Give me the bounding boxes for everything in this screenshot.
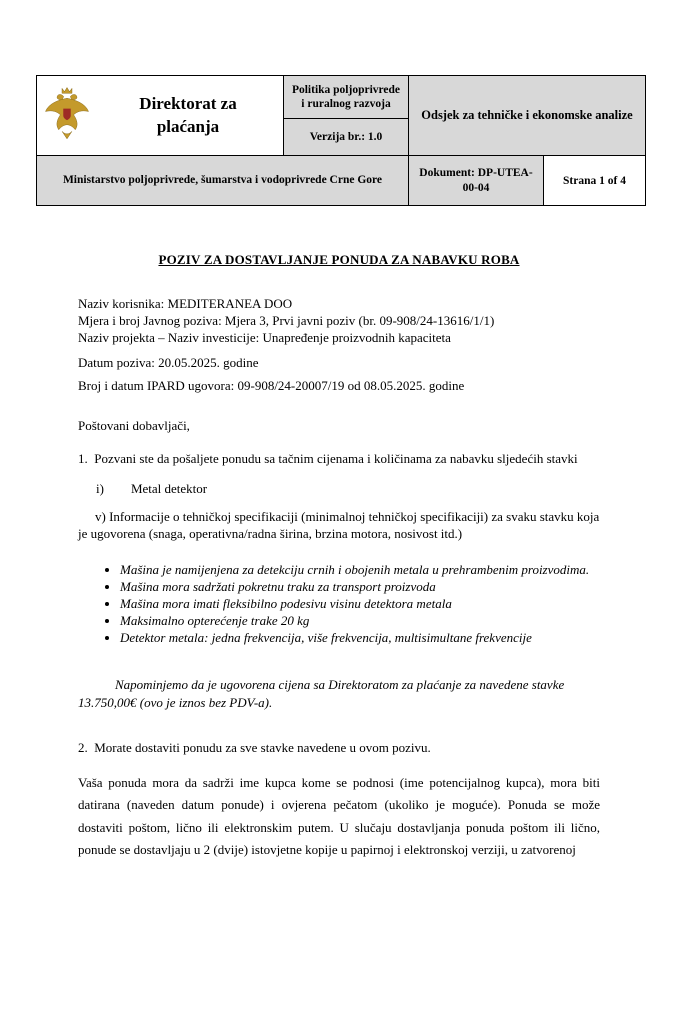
spec-bullet-list [78, 562, 600, 646]
version-cell: Verzija br.: 1.0 [284, 119, 409, 156]
measure-call-line: Mjera i broj Javnog poziva: Mjera 3, Prvi javni poziv (br. 09-908/24-13616/1/1) [78, 312, 495, 328]
sub-item-text: Metal detektor [130, 480, 208, 496]
project-name-line: Naziv projekta – Naziv investicije: Unapređenje proizvodnih kapaciteta [78, 329, 451, 345]
org-cell [37, 76, 284, 156]
document-title: POZIV ZA DOSTAVLJANJE PONUDA ZA NABAVKU ROBA [158, 252, 520, 267]
spec-paragraph: v) Informacije o tehničkoj specifikaciji (minimalnoj tehničkoj specifikaciji) za svaku stavku koja je ugovorena (snaga, operativna/radna širina, brzina motora, nosivost itd.) [78, 508, 600, 541]
closing-paragraph: Vaša ponuda mora da sadrži ime kupca kome se podnosi (ime potencijalnog kupca), mora biti datirana (naveden datum ponude) i ovjerena pečatom (ukoliko je moguće). Ponuda se može dostaviti poštom, lično ili elektronskim putem. U slučaju dostavljanja ponuda poštom ili lično, ponude se dostavljaju u 2 (dvije) istovjetne kopije u papirnoj i elektronskoj verziji, u zatvorenoj [78, 774, 600, 858]
coat-of-arms-icon [42, 85, 92, 147]
department-cell: Odsjek za tehničke i ekonomske analize [409, 76, 646, 156]
call-date-line: Datum poziva: 20.05.2025. godine [78, 354, 259, 370]
sub-item-label: i) [96, 480, 104, 496]
sub-item-i [78, 481, 600, 497]
spec-bullet-item: • Mašina mora sadržati pokretnu traku za transport proizvoda [120, 579, 600, 596]
spec-bullet-item: • Maksimalno opterećenje trake 20 kg [120, 613, 600, 630]
beneficiary-name-line: Naziv korisnika: MEDITERANEA DOO [78, 296, 293, 311]
contract-price-note: Napominjemo da je ugovorena cijena sa Direktoratom za plaćanje za navedene stavke 13.750,00€ (ovo je iznos bez PDV-a). [78, 677, 565, 710]
letterhead-table [36, 75, 646, 206]
numbered-item-2: 2. Morate dostaviti ponudu za sve stavke navedene u ovom pozivu. [78, 739, 431, 755]
org-title: Direktorat za plaćanja [139, 93, 237, 136]
spec-bullet-item: • Mašina mora imati fleksibilno podesivu visinu detektora metala [120, 596, 600, 613]
document-page [0, 75, 679, 1035]
spec-bullet-item: • Detektor metala: jedna frekvencija, više frekvencija, multisimultane frekvencije [120, 630, 600, 647]
ipard-contract-line: Broj i datum IPARD ugovora: 09-908/24-20007/19 od 08.05.2025. godine [78, 377, 465, 393]
document-body [0, 252, 679, 862]
page-number-cell: Strana 1 of 4 [544, 156, 646, 206]
spec-bullet-item: • Mašina je namijenjena za detekciju crnih i obojenih metala u prehrambenim proizvodima. [120, 562, 600, 579]
document-number-cell: Dokument: DP-UTEA-00-04 [409, 156, 544, 206]
numbered-item-1: 1. Pozvani ste da pošaljete ponudu sa tačnim cijenama i količinama za nabavku sljedećih stavki [78, 450, 578, 466]
ministry-cell: Ministarstvo poljoprivrede, šumarstva i vodoprivrede Crne Gore [37, 156, 409, 206]
policy-cell: Politika poljoprivrede i ruralnog razvoja [284, 76, 409, 119]
salutation: Poštovani dobavljači, [78, 417, 190, 433]
beneficiary-info-block [78, 296, 600, 347]
